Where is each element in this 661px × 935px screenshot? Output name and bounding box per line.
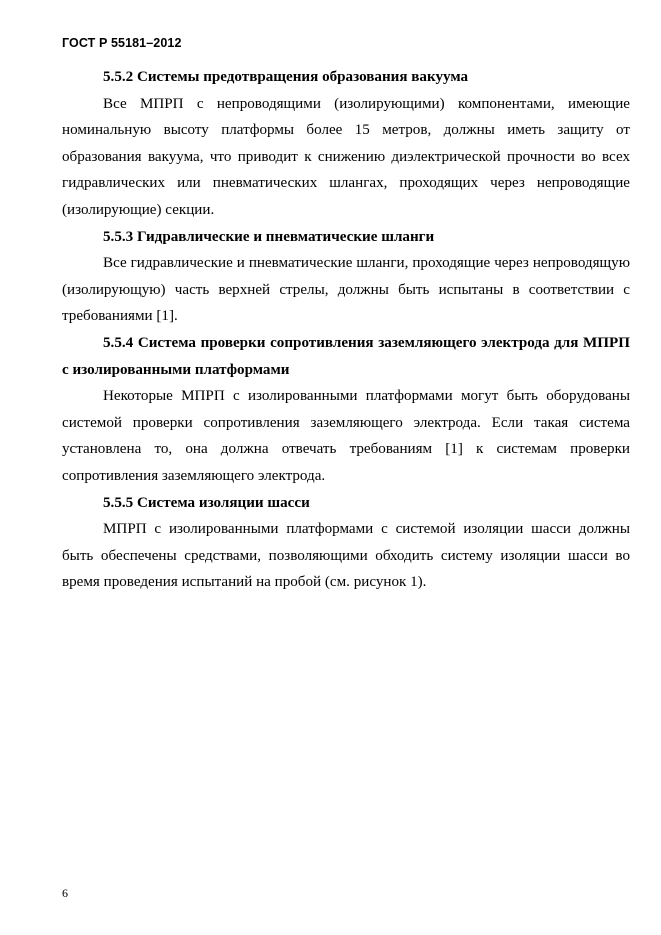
document-code-header: ГОСТ Р 55181–2012 [62,36,182,50]
section-heading-5-5-3: 5.5.3 Гидравлические и пневматические шланги [103,228,435,245]
section-paragraph-5-5-3: Все гидравлические и пневматические шланги, проходящие через непроводящую (изолирующую) часть верхней стрелы, должны быть испытаны в соответствии с требованиями [1]. [62,255,630,325]
section-heading-5-5-5: 5.5.5 Система изоляции шасси [103,494,310,511]
section-paragraph-5-5-4: Некоторые МПРП с изолированными платформами могут быть оборудованы системой проверки сопротивления заземляющего электрода. Если такая система установлена то, она должна отвечать требованиям [1] к системам проверки сопротивления заземляющего электрода. [62,388,630,484]
document-body [62,64,630,596]
section-paragraph-5-5-5: МПРП с изолированными платформами с системой изоляции шасси должны быть обеспечены средствами, позволяющими обходить систему изоляции шасси во время проведения испытаний на пробой (см. рисунок 1). [62,521,630,591]
section-heading-5-5-4: 5.5.4 Система проверки сопротивления заземляющего электрода для МПРП с изолированными платформами [62,334,630,378]
page-number: 6 [62,886,68,900]
section-heading-5-5-2: 5.5.2 Системы предотвращения образования вакуума [103,69,469,85]
section-paragraph-5-5-2: Все МПРП с непроводящими (изолирующими) компонентами, имеющие номинальную высоту платформы более 15 метров, должны иметь защиту от образования вакуума, что приводит к снижению диэлектрической прочности во всех гидравлических или пневматических шлангах, проходящих через непроводящие (изолирующие) секции. [62,95,630,218]
